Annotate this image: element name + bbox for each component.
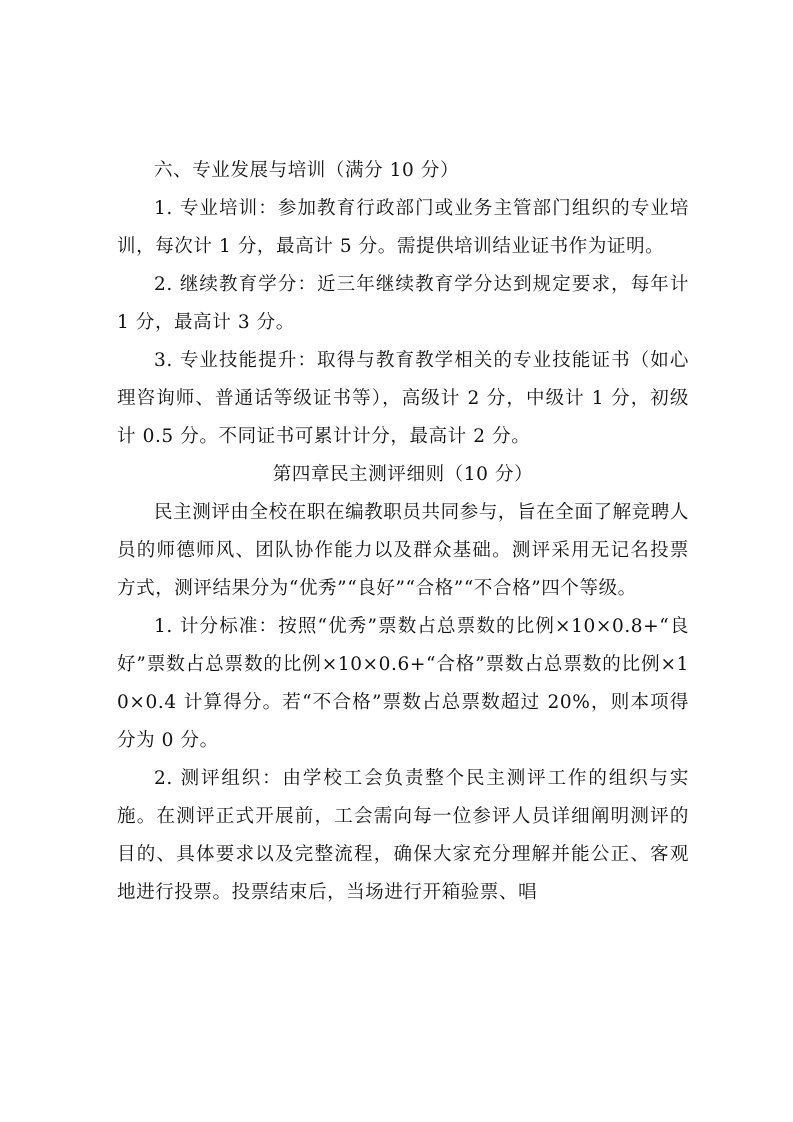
paragraph-evaluation-organization: 2. 测评组织：由学校工会负责整个民主测评工作的组织与实施。在测评正式开展前，工会需向每一位参评人员详细阐明测评的目的、具体要求以及完整流程，确保大家充分理解并能公正、客观地进行投票。投票结束后，当场进行开箱验票、唱 — [117, 768, 689, 903]
document-body — [117, 152, 689, 912]
paragraph-professional-training: 1. 专业培训：参加教育行政部门或业务主管部门组织的专业培训，每次计 1 分，最高计 5 分。需提供培训结业证书作为证明。 — [117, 198, 689, 257]
chapter-heading-democratic-evaluation: 第四章民主测评细则（10 分） — [272, 464, 534, 485]
paragraph-scoring-standard: 1. 计分标准：按照“优秀”票数占总票数的比例×10×0.8+“良好”票数占总票数的比例×10×0.6+“合格”票数占总票数的比例×10×0.4 计算得分。若“不合格”票数占总票数超过 20%，则本项得分为 0 分。 — [117, 616, 689, 751]
paragraph-evaluation-intro: 民主测评由全校在职在编教职员共同参与，旨在全面了解竞聘人员的师德师风、团队协作能力以及群众基础。测评采用无记名投票方式，测评结果分为“优秀”“良好”“合格”“不合格”四个等级。 — [117, 502, 689, 599]
section-heading-professional-development: 六、专业发展与培训（满分 10 分） — [154, 160, 460, 181]
paragraph-skill-certificates: 3. 专业技能提升：取得与教育教学相关的专业技能证书（如心理咨询师、普通话等级证书等），高级计 2 分，中级计 1 分，初级计 0.5 分。不同证书可累计计分，最高计 2 分。 — [117, 350, 689, 447]
paragraph-continuing-education: 2. 继续教育学分：近三年继续教育学分达到规定要求，每年计 1 分，最高计 3 分。 — [117, 274, 689, 333]
